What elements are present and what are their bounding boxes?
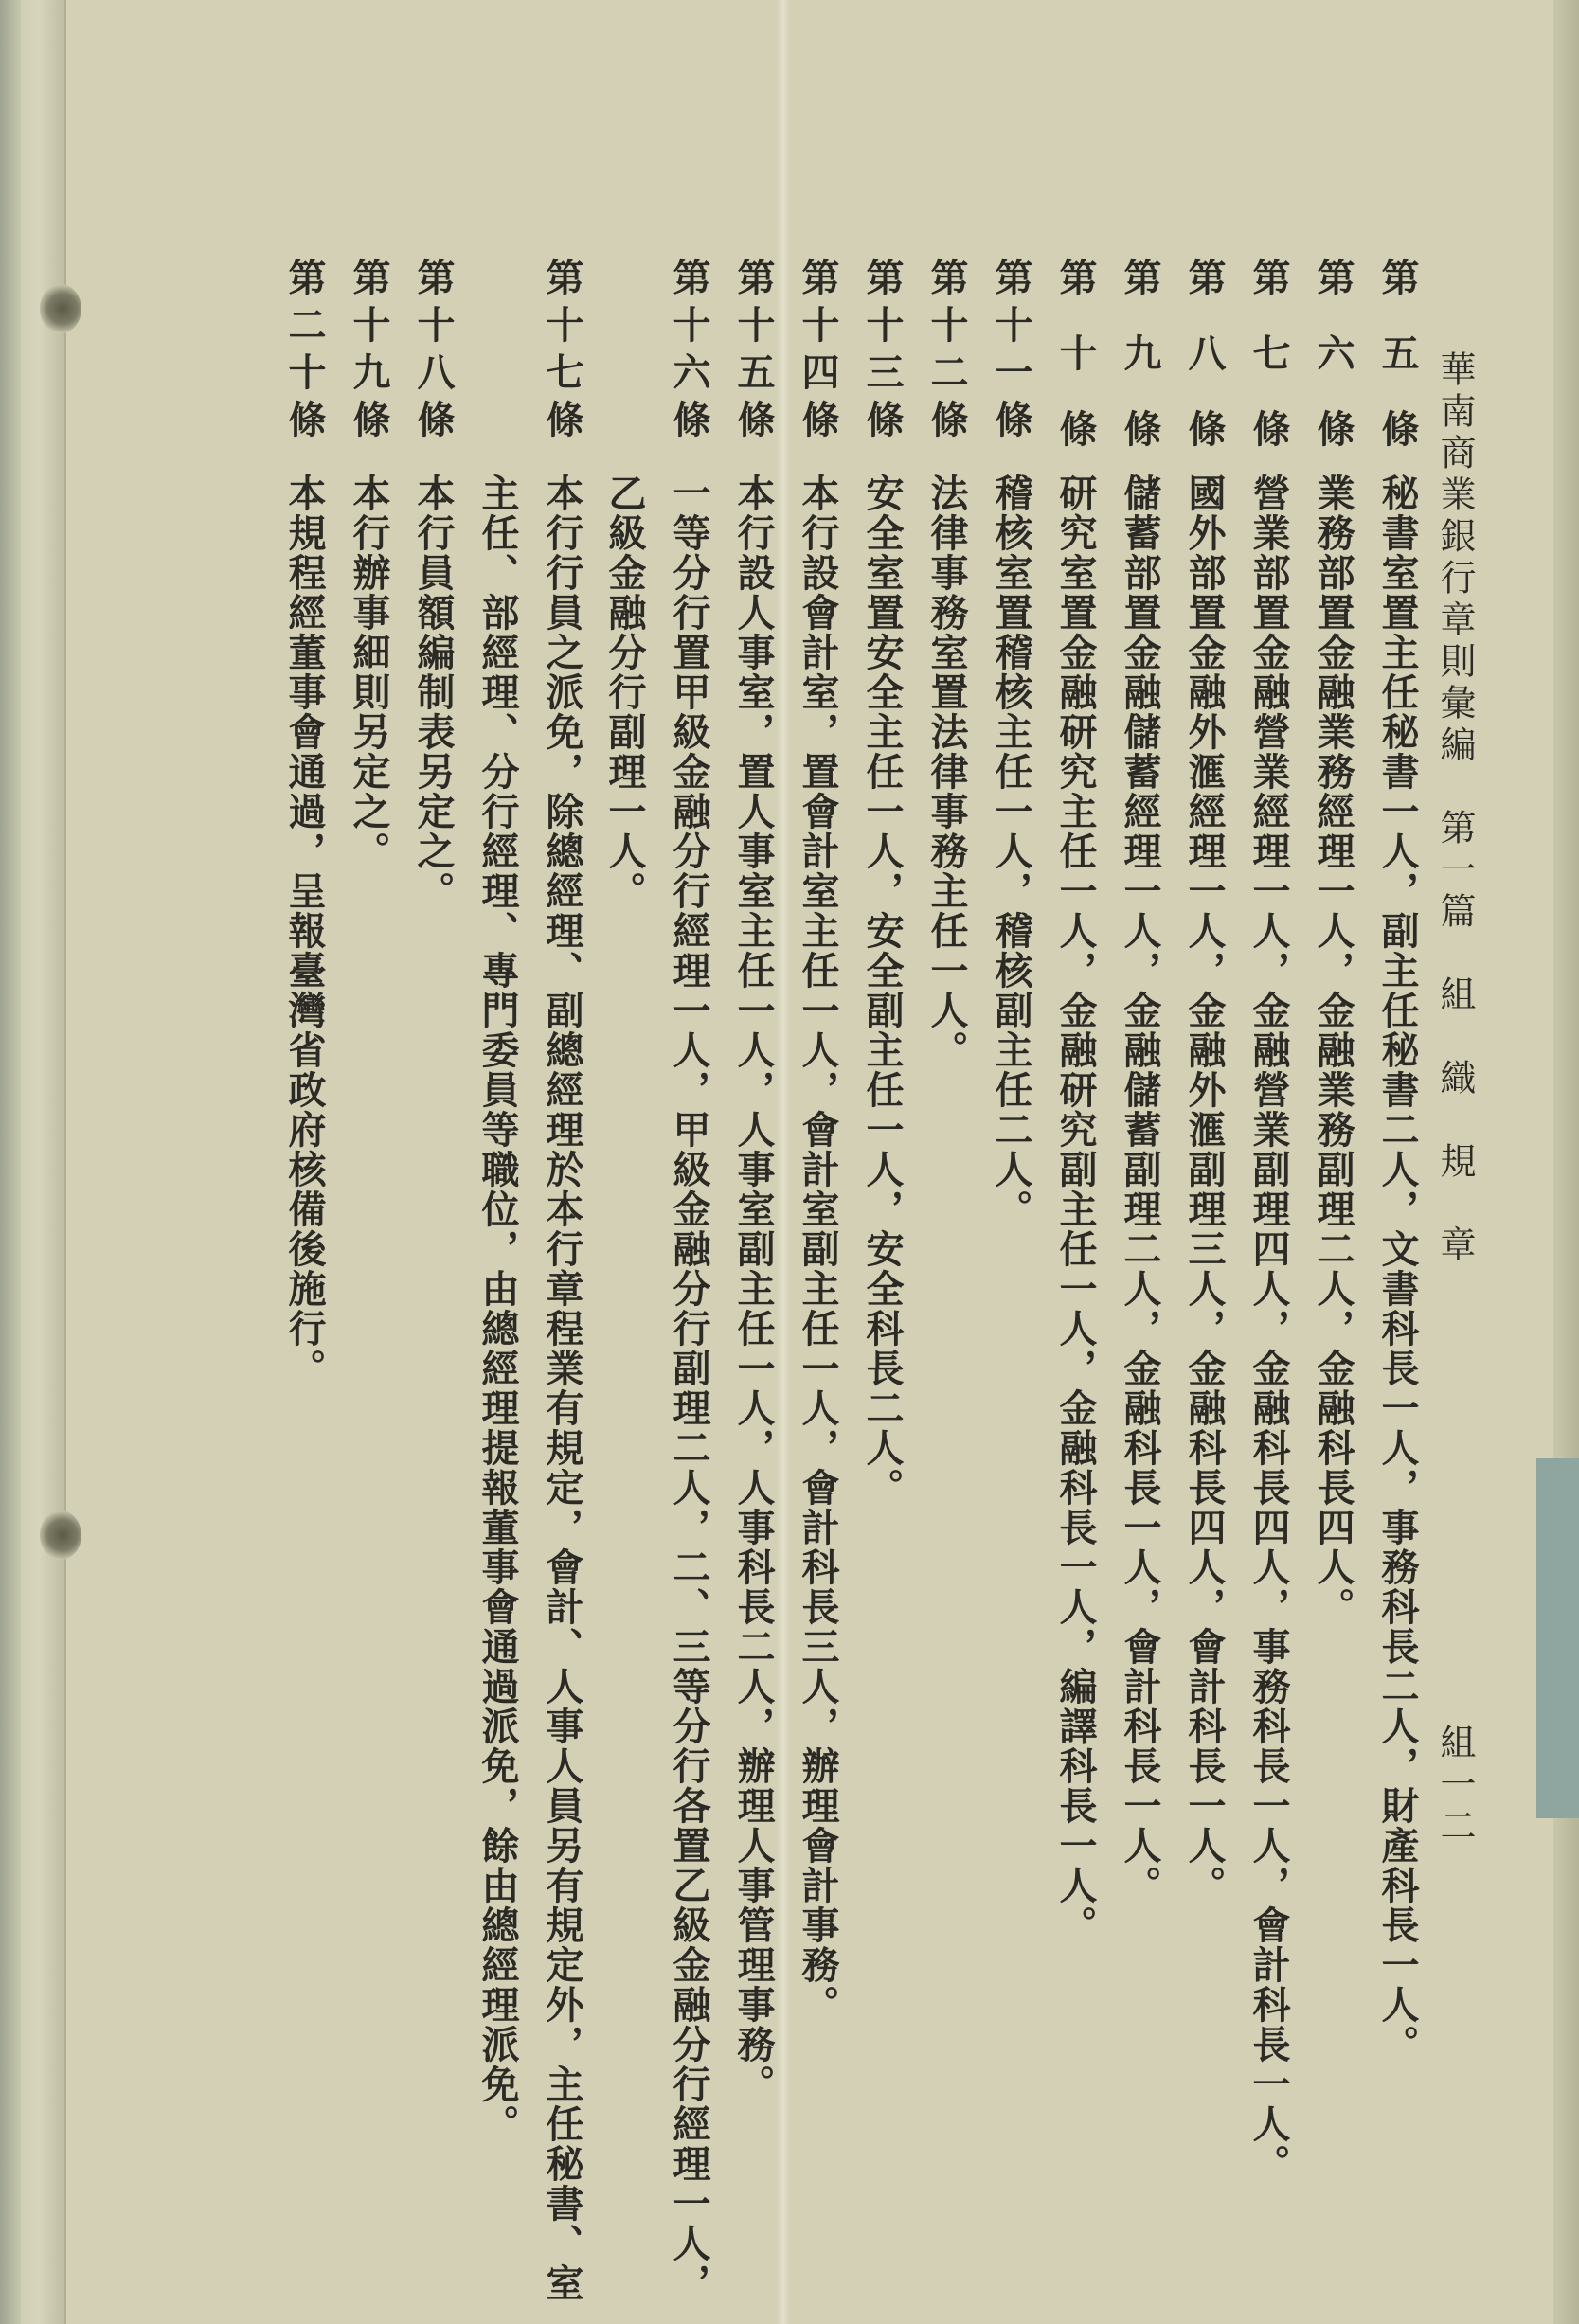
article-number: 第十五條 (731, 258, 776, 447)
article-text: 研究室置金融研究主任一人，金融研究副主任一人，金融科長一人，編譯科長一人。 (1053, 474, 1098, 1945)
article-number: 第十二條 (924, 258, 969, 447)
header-title: 華南商業銀行章則彙編 第一篇 組 織 規 章 (1434, 350, 1476, 1267)
article-text: 業務部置金融業務經理一人，金融業務副理二人，金融科長四人。 (1311, 474, 1355, 1627)
article-number: 第 六 條 (1311, 258, 1355, 447)
article-number: 第十九條 (347, 258, 391, 447)
article-number: 第 九 條 (1118, 258, 1162, 447)
article-number: 第十一條 (989, 258, 1033, 447)
article-text: 國外部置金融外滙經理一人，金融外滙副理三人，金融科長四人，會計科長一人。 (1182, 474, 1227, 1905)
article-number: 第十四條 (796, 258, 840, 447)
article-text: 儲蓄部置金融儲蓄經理一人，金融儲蓄副理二人，金融科長一人，會計科長一人。 (1118, 474, 1162, 1905)
article-text: 本行設人事室，置人事室主任一人，人事室副主任一人，人事科長二人，辦理人事管理事務。 (731, 474, 776, 2104)
article-number: 第 八 條 (1182, 258, 1227, 447)
article-text: 營業部置金融營業經理一人，金融營業副理四人，金融科長四人，事務科長一人，會計科長一人。 (1247, 474, 1291, 2184)
article-text: 主任、部經理、分行經理、專門委員等職位，由總經理提報董事會通過派免，餘由總經理派免。 (475, 474, 520, 2144)
article-text: 乙級金融分行副理一人。 (602, 474, 647, 911)
page-number: 組一二 (1434, 1724, 1476, 1849)
article-number: 第 十 條 (1053, 258, 1098, 447)
article-number: 第二十條 (282, 258, 327, 447)
article-text: 本行設會計室，置會計室主任一人，會計室副主任一人，會計科長三人，辦理會計事務。 (796, 474, 840, 2025)
article-text: 本行員額編制表另定之。 (411, 474, 456, 911)
article-text: 本行辦事細則另定之。 (347, 474, 391, 871)
article-number: 第十八條 (411, 258, 456, 447)
article-text: 一等分行置甲級金融分行經理一人，甲級金融分行副理二人，二、三等分行各置乙級金融分行經理一人， (667, 474, 711, 2303)
article-number: 第 五 條 (1375, 258, 1420, 447)
article-number: 第十七條 (540, 258, 584, 447)
article-text: 安全室置安全主任一人，安全副主任一人，安全科長二人。 (860, 474, 905, 1508)
article-text: 法律事務室置法律事務主任一人。 (924, 474, 969, 1070)
article-text: 稽核室置稽核主任一人，稽核副主任二人。 (989, 474, 1033, 1229)
article-number: 第 七 條 (1247, 258, 1291, 447)
article-number: 第十六條 (667, 258, 711, 447)
article-text: 秘書室置主任秘書一人，副主任秘書二人，文書科長一人，事務科長二人，財產科長一人。 (1375, 474, 1420, 2065)
article-text: 本行行員之派免，除總經理、副總經理於本行章程業有規定，會計、人事人員另有規定外，主任秘書、室 (540, 474, 584, 2303)
article-text: 本規程經董事會通過，呈報臺灣省政府核備後施行。 (282, 474, 327, 1388)
article-number: 第十三條 (860, 258, 905, 447)
